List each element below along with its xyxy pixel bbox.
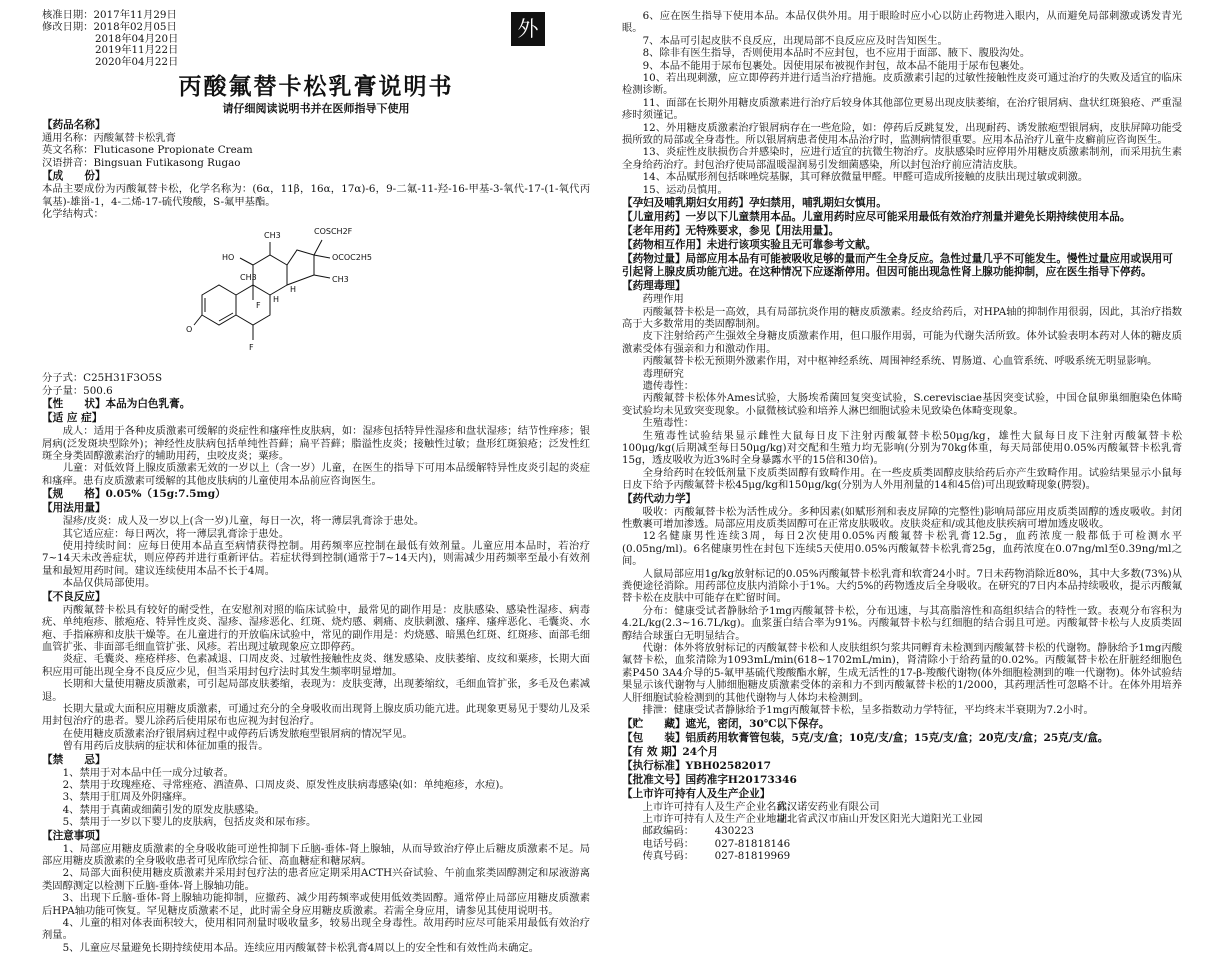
paragraph: 11、面部在长期外用糖皮质激素进行治疗后较身体其他部位更易出现皮肤萎缩，在治疗银屑病、盘状红斑狼疮、严重湿疹时须谨记。 bbox=[622, 96, 1182, 122]
paragraph: 本品主要成份为丙酸氟替卡松，化学名称为：(6α，11β，16α，17α)-6，9-二氟-11-羟-16-甲基-3-氧代-17-(1-氧代丙氧基)-雄甾-1，4-二烯-17-硫代羧酸，S-氟甲基酯。 bbox=[42, 183, 590, 208]
section-heading: 【药物相互作用】未进行该项实验且无可靠参考文献。 bbox=[622, 239, 877, 252]
section-heading: 【性 状】本品为白色乳膏。 bbox=[42, 398, 191, 411]
section-heading: 【药理毒理】 bbox=[622, 280, 686, 293]
struct-label-h-1: H bbox=[273, 295, 280, 305]
paragraph: 长期大量或大面积应用糖皮质激素，可通过充分的全身吸收而出现肾上腺皮质功能亢进。此现象更易见于婴幼儿及采用封包治疗的患者。婴儿涂药后使用尿布也应视为封包治疗。 bbox=[42, 702, 590, 728]
right-column bbox=[622, 10, 1182, 863]
paragraph: 汉语拼音：Bingsuan Futikasong Rugao bbox=[42, 156, 241, 169]
section-heading: 【药品名称】 bbox=[42, 118, 106, 131]
fax-row bbox=[622, 850, 1182, 862]
revision-date-2: 2018年04月20日 bbox=[95, 32, 179, 45]
section-heading: 【包 装】铝质药用软膏管包装，5克/支/盒；10克/支/盒；15克/支/盒；20克/支/盒；25克/支/盒。 bbox=[622, 731, 1109, 744]
paragraph: 7、本品可引起皮肤不良反应，出现局部不良反应应及时告知医生。 bbox=[642, 34, 948, 47]
paragraph: 6、应在医生指导下使用本品。本品仅供外用。用于眼睑时应小心以防止药物进入眼内，从而避免局部刺激或诱发青光眼。 bbox=[622, 10, 1182, 35]
section-heading: 【批准文号】国药准字H20173346 bbox=[622, 773, 797, 786]
paragraph: 丙酸氟替卡松具有较好的耐受性，在安慰剂对照的临床试验中，最常见的副作用是：皮肤感染、感染性湿疹、病毒疣、单纯疱疹、脓疱疮、特异性皮炎、湿疹、湿疹恶化、红斑、烧灼感、刺痛、皮肤刺激、瘙痒、瘙痒恶化、毛囊炎、水疱、手指麻痹和皮肤干燥等。在儿童进行的开放临床试验中，常见的副作用是：灼烧感、暗黑色红斑、红斑疹、面部毛细血管扩张、非面部毛细血管扩张、风疹。若出现过敏现象应立即停药。 bbox=[42, 603, 590, 653]
section-heading: 【禁 忌】 bbox=[42, 753, 106, 766]
paragraph: 5、禁用于一岁以下婴儿的皮肤病，包括皮炎和尿布疹。 bbox=[62, 816, 317, 829]
paragraph: 分子式：C25H31F3O5S bbox=[42, 372, 162, 385]
left-body bbox=[42, 119, 590, 954]
document-title: 丙酸氟替卡松乳膏说明书 bbox=[178, 73, 454, 100]
section-heading: 【成 份】 bbox=[42, 170, 106, 183]
paragraph: 通用名称：丙酸氟替卡松乳膏 bbox=[42, 131, 176, 144]
paragraph: 化学结构式： bbox=[42, 208, 104, 221]
postcode-row bbox=[622, 825, 1182, 837]
paragraph: 丙酸氟替卡松无预期外激素作用，对中枢神经系统、周围神经系统、胃肠道、心血管系统、呼吸系统无明显影响。 bbox=[642, 355, 1158, 368]
struct-label-ococ2h5: OCOC2H5 bbox=[332, 253, 372, 263]
paragraph: 14、本品赋形剂包括咪唑烷基脲，其可释放微量甲醛。甲醛可造成所接触的皮肤出现过敏或刺激。 bbox=[642, 171, 1089, 184]
section-heading: 【执行标准】YBH02582017 bbox=[622, 759, 772, 772]
section-heading: 【有 效 期】24个月 bbox=[622, 745, 719, 758]
paragraph: 8、除非有医生指导，否则使用本品时不应封包，也不应用于面部、腋下、腹股沟处。 bbox=[642, 47, 1031, 60]
paragraph: 3、禁用于肛周及外阴瘙痒。 bbox=[62, 791, 193, 804]
section-heading: 【规 格】0.05%（15g:7.5mg） bbox=[42, 488, 226, 501]
struct-label-ch3-right: CH3 bbox=[332, 275, 349, 285]
right-body bbox=[622, 10, 1182, 801]
company-info bbox=[622, 801, 1182, 863]
holder-label: 上市许可持有人及生产企业名称： bbox=[642, 800, 798, 813]
paragraph: 湿疹/皮炎：成人及一岁以上(含一岁)儿童，每日一次，将一薄层乳膏涂于患处。 bbox=[62, 515, 425, 528]
external-use-badge: 外 bbox=[511, 12, 545, 46]
paragraph: 英文名称：Fluticasone Propionate Cream bbox=[42, 144, 253, 157]
approval-date: 核准日期：2017年11月29日 bbox=[42, 9, 177, 21]
paragraph: 4、儿童的相对体表面积较大，使用相同剂量时吸收量多，较易出现全身毒性。故用药时应尽可能采用最低有效治疗剂量。 bbox=[42, 917, 590, 942]
paragraph: 吸收：丙酸氟替卡松为活性成分。多种因素(如赋形剂和表皮屏障的完整性)影响局部应用皮质类固醇的透皮吸收。封闭性敷裹可增加渗透。局部应用皮质类固醇可在正常皮肤吸收。皮肤炎症和/或其他皮肤疾病可增加透皮吸收。 bbox=[622, 505, 1182, 530]
section-heading: 【适 应 症】 bbox=[42, 412, 103, 425]
chemical-structure bbox=[42, 220, 590, 370]
revision-date-1: 修改日期：2018年02月05日 bbox=[42, 20, 177, 33]
struct-label-cosch2f: COSCH2F bbox=[314, 227, 353, 237]
paragraph: 使用持续时间：应每日使用本品直至病情获得控制。用药频率应控制在最低有效剂量。儿童应用本品时，若治疗7~14天未改善症状，则应停药并进行重新评估。若症状得到控制(通常于7~14天内)，则需减少用药频率至最小有效剂量和最短用药时间。建议连续使用本品不长于4周。 bbox=[42, 540, 590, 577]
address-row bbox=[622, 813, 1182, 825]
fax-value: 027-81819969 bbox=[714, 850, 791, 863]
paragraph: 儿童：对低效肾上腺皮质激素无效的一岁以上（含一岁）儿童，在医生的指导下可用本品缓解特异性皮炎引起的炎症和瘙痒。患有皮质激素可缓解的其他皮肤病的儿童使用本品前应咨询医生。 bbox=[42, 462, 590, 487]
paragraph: 5、儿童应尽量避免长期持续使用本品。连续应用丙酸氟替卡松乳膏4周以上的安全性和有效性尚未确定。 bbox=[62, 941, 540, 954]
section-heading: 【注意事项】 bbox=[42, 829, 106, 842]
paragraph: 排泄：健康受试者静脉给予1mg丙酸氟替卡松，呈多指数动力学特征，平均终末半衰期为7.2小时。 bbox=[642, 704, 1094, 717]
paragraph: 1、局部应用糖皮质激素的全身吸收能可逆性抑制下丘脑-垂体-肾上腺轴，从而导致治疗停止后糖皮质激素不足。局部应用糖皮质激素的全身吸收患者可见库欣综合征、高血糖症和糖尿病。 bbox=[42, 842, 590, 868]
paragraph: 长期和大量使用糖皮质激素，可引起局部皮肤萎缩，表现为：皮肤变薄，出现萎缩纹，毛细血管扩张，多毛及色素减退。 bbox=[42, 678, 590, 703]
address-value: 湖北省武汉市庙山开发区阳光大道阳光工业园 bbox=[776, 812, 983, 825]
struct-label-ch3-mid: CH3 bbox=[240, 273, 257, 283]
paragraph: 全身给药时在较低剂量下皮质类固醇有致畸作用。在一些皮质类固醇皮肤给药后亦产生致畸作用。试验结果显示小鼠每日皮下给予丙酸氟替卡松45μg/kg和150μg/kg(分别为人外用剂量的14和45倍)可出现致畸现象(腭裂)。 bbox=[622, 466, 1182, 492]
paragraph: 炎症、毛囊炎、痤疮样疹、色素减退、口周皮炎、过敏性接触性皮炎、继发感染、皮肤萎缩、皮纹和粟疹，长期大面积应用可能出现全身不良反应少见，但当采用封包疗法时其发生频率明显增加。 bbox=[42, 653, 590, 678]
struct-label-ho: HO bbox=[222, 253, 235, 263]
fax-label: 传真号码： bbox=[642, 850, 695, 863]
phone-row bbox=[622, 838, 1182, 850]
phone-value: 027-81818146 bbox=[714, 837, 791, 850]
section-heading: 【贮 藏】遮光，密闭，30℃以下保存。 bbox=[622, 717, 830, 730]
paragraph: 12、外用糖皮质激素治疗银屑病存在一些危险，如：停药后反跳复发，出现耐药、诱发脓疱型银屑病，皮肤屏障功能受损所致的局部或全身毒性。所以银屑病患者使用本品治疗时，监测病情很重要。应用本品治疗儿童牛皮癣前应咨询医生。 bbox=[622, 121, 1182, 147]
section-heading: 【药代动力学】 bbox=[622, 492, 697, 505]
postcode-value: 430223 bbox=[714, 825, 754, 838]
section-heading: 【药物过量】局部应用本品有可能被吸收足够的量而产生全身反应。急性过量几乎不可能发生。慢性过量应用或误用可引起肾上腺皮质功能亢进。在这种情况下应逐渐停用。但因可能出现急性肾上腺功能抑制，应在医生指导下停药。 bbox=[622, 253, 1173, 279]
paragraph: 12名健康男性连续3周，每日2次使用0.05%丙酸氟替卡松乳膏12.5g，血药浓度一般都低于可检测水平(0.05ng/ml)。6名健康男性在封包下连续5天使用0.05%丙酸氟替卡松乳膏25g，血药浓度在0.07ng/ml至0.39ng/ml之间。 bbox=[622, 530, 1182, 568]
paragraph: 生殖毒性试验结果显示雌性大鼠每日皮下注射丙酸氟替卡松50μg/kg，雄性大鼠每日皮下注射丙酸氟替卡松100μg/kg(后期减至每日50μg/kg)对交配和生殖力均无影响(分别为70kg体重，每天局部使用0.05%丙酸氟替卡松乳膏15g，透皮吸收为近3%时全身暴露水平的15倍和30倍)。 bbox=[622, 429, 1182, 467]
section-heading: 【老年用药】无特殊要求，参见【用法用量】。 bbox=[622, 225, 840, 238]
paragraph: 毒理研究 bbox=[642, 367, 684, 380]
section-heading: 【孕妇及哺乳期妇女用药】孕妇禁用，哺乳期妇女慎用。 bbox=[622, 197, 887, 210]
holder-row bbox=[622, 801, 1182, 813]
address-label: 上市许可持有人及生产企业地址： bbox=[642, 812, 798, 825]
paragraph: 皮下注射给药产生强效全身糖皮质激素作用，但口服作用弱，可能为代谢失活所致。体外试验表明本药对人体的糖皮质激素受体有强亲和力和激动作用。 bbox=[622, 330, 1182, 355]
paragraph: 丙酸氟替卡松是一高效，具有局部抗炎作用的糖皮质激素。经皮给药后，对HPA轴的抑制作用很弱，因此，其治疗指数高于大多数常用的类固醇制剂。 bbox=[622, 305, 1182, 330]
paragraph: 曾有用药后皮肤病的症状和体征加重的报告。 bbox=[62, 740, 269, 753]
postcode-label: 邮政编码： bbox=[642, 825, 695, 838]
paragraph: 1、禁用于对本品中任一成分过敏者。 bbox=[62, 766, 234, 779]
paragraph: 13、炎症性皮肤损伤合并感染时，应进行适宜的抗微生物治疗。皮肤感染时应停用外用糖皮质激素制剂，而采用抗生素全身给药治疗。封包治疗使局部温暖湿润易引发细菌感染，所以封包治疗前应清洁皮肤。 bbox=[622, 146, 1182, 171]
paragraph: 人鼠局部应用1g/kg放射标记的0.05%丙酸氟替卡松乳膏和软膏24小时。7日未药物消除近80%，其中大多数(73%)从粪便途径消除。用药部位皮肤内消除小于1%。大约5%的药物透皮后全身吸收。在研究的7日内本品持续吸收，提示丙酸氟替卡松在皮肤中可能存在贮留时间。 bbox=[622, 567, 1182, 605]
paragraph: 本品仅供局部使用。 bbox=[62, 577, 156, 590]
paragraph: 分子量：500.6 bbox=[42, 384, 113, 397]
section-heading: 【儿童用药】一岁以下儿童禁用本品。儿童用药时应尽可能采用最低有效治疗剂量并避免长期持续使用本品。 bbox=[622, 211, 1131, 224]
paragraph: 15、运动员慎用。 bbox=[642, 183, 728, 196]
revision-dates bbox=[42, 10, 590, 69]
paragraph: 2、禁用于玫瑰痤疮、寻常痤疮、酒渣鼻、口周皮炎、原发性皮肤病毒感染(如：单纯疱疹，水痘)。 bbox=[62, 778, 510, 791]
paragraph: 成人：适用于各种皮质激素可缓解的炎症性和瘙痒性皮肤病，如：湿疹包括特异性湿疹和盘状湿疹；结节性痒疹；银屑病(泛发斑块型除外)；神经性皮肤病包括单纯性苔藓；扁平苔藓；脂溢性皮炎；接触性过敏；盘形红斑狼疮；泛发性红斑全身类固醇激素治疗的辅助用药，虫咬皮炎；粟疹。 bbox=[42, 425, 590, 463]
left-column bbox=[42, 9, 590, 954]
paragraph: 4、禁用于真菌或细菌引发的原发皮肤感染。 bbox=[62, 803, 265, 816]
paragraph: 9、本品不能用于尿布包裹处。因使用尿布被视作封包，故本品不能用于尿布包裹处。 bbox=[642, 59, 1031, 72]
holder-value: 武汉诺安药业有限公司 bbox=[776, 800, 880, 813]
paragraph: 其它适应症：每日两次，将一薄层乳膏涂于患处。 bbox=[62, 527, 290, 540]
document-subtitle: 请仔细阅读说明书并在医师指导下使用 bbox=[222, 101, 410, 115]
paragraph: 丙酸氟替卡松体外Ames试验，大肠埃希菌回复突变试验，S.cerevisciae基因突变试验，中国仓鼠卵巢细胞染色体畸变试验均未见致突变现象。小鼠微核试验和培养人淋巴细胞试验未见致染色体畸变现象。 bbox=[622, 392, 1182, 417]
structure-diagram bbox=[182, 220, 382, 370]
paragraph: 生殖毒性： bbox=[642, 417, 695, 430]
paragraph: 2、局部大面积使用糖皮质激素并采用封包疗法的患者应定期采用ACTH兴奋试验、午前血浆类固醇测定和尿液游离类固醇测定以检测下丘脑-垂体-肾上腺轴功能。 bbox=[42, 867, 590, 892]
section-heading: 【上市许可持有人及生产企业】 bbox=[622, 787, 771, 800]
paragraph: 分布：健康受试者静脉给予1mg丙酸氟替卡松，分布迅速，与其高脂溶性和高组织结合的特性一致。表观分布容积为4.2L/kg(2.3~16.7L/kg)。血浆蛋白结合率为91%。丙酸氟替卡松与红细胞的结合弱且可逆。丙酸氟替卡松与人皮质类固醇结合球蛋白无明显结合。 bbox=[622, 604, 1182, 642]
struct-label-o: O bbox=[186, 325, 193, 335]
paragraph: 药理作用 bbox=[642, 293, 684, 306]
phone-label: 电话号码： bbox=[642, 837, 695, 850]
revision-date-3: 2019年11月22日 bbox=[95, 44, 179, 57]
section-heading: 【用法用量】 bbox=[42, 502, 106, 515]
paragraph: 代谢：体外将放射标记的丙酸氟替卡松和人皮肤组织匀浆共同孵育未检测到丙酸氟替卡松的代谢物。静脉给予1mg丙酸氟替卡松，血浆清除为1093mL/min(618~1702mL/min)，肾清除小于给药量的0.02%。丙酸氟替卡松在肝脏经细胞色素P450 3A4介导的5-氟甲基硫代羧酸酯水解，生成无活性的17-β-羧酸代谢物(体外细胞检测到的唯一代谢物)。体外试验结果显示该代谢物与人肺细胞糖皮质激素受体的亲和力不到丙酸氟替卡松的1/2000，其药理活性可忽略不计。在体外用培养人肝细胞试验检测到的其他代谢物与人体均未检测到。 bbox=[622, 642, 1182, 704]
struct-label-h-2: H bbox=[290, 285, 297, 295]
paragraph: 遗传毒性： bbox=[642, 379, 695, 392]
paragraph: 10、若出现刺激，应立即停药并进行适当治疗措施。皮质激素引起的过敏性接触性皮炎可通过治疗的失败及适宜的临床检测诊断。 bbox=[622, 72, 1182, 97]
paragraph: 在使用糖皮质激素治疗银屑病过程中或停药后诱发脓疱型银屑病的情况罕见。 bbox=[62, 727, 413, 740]
paragraph: 3、出现下丘脑-垂体-肾上腺轴功能抑制，应撤药、减少用药频率或使用低效类固醇。通常停止局部应用糖皮质激素后HPA轴功能可恢复。罕见糖皮质激素不足，此时需全身应用糖皮质激素。若需全身应用，请参见其使用说明书。 bbox=[42, 892, 590, 917]
section-heading: 【不良反应】 bbox=[42, 590, 106, 603]
struct-label-f-mid: F bbox=[256, 301, 261, 311]
struct-label-ch3-top: CH3 bbox=[264, 231, 281, 241]
struct-label-f-bottom: F bbox=[249, 343, 254, 353]
revision-date-4: 2020年04月22日 bbox=[95, 56, 179, 69]
